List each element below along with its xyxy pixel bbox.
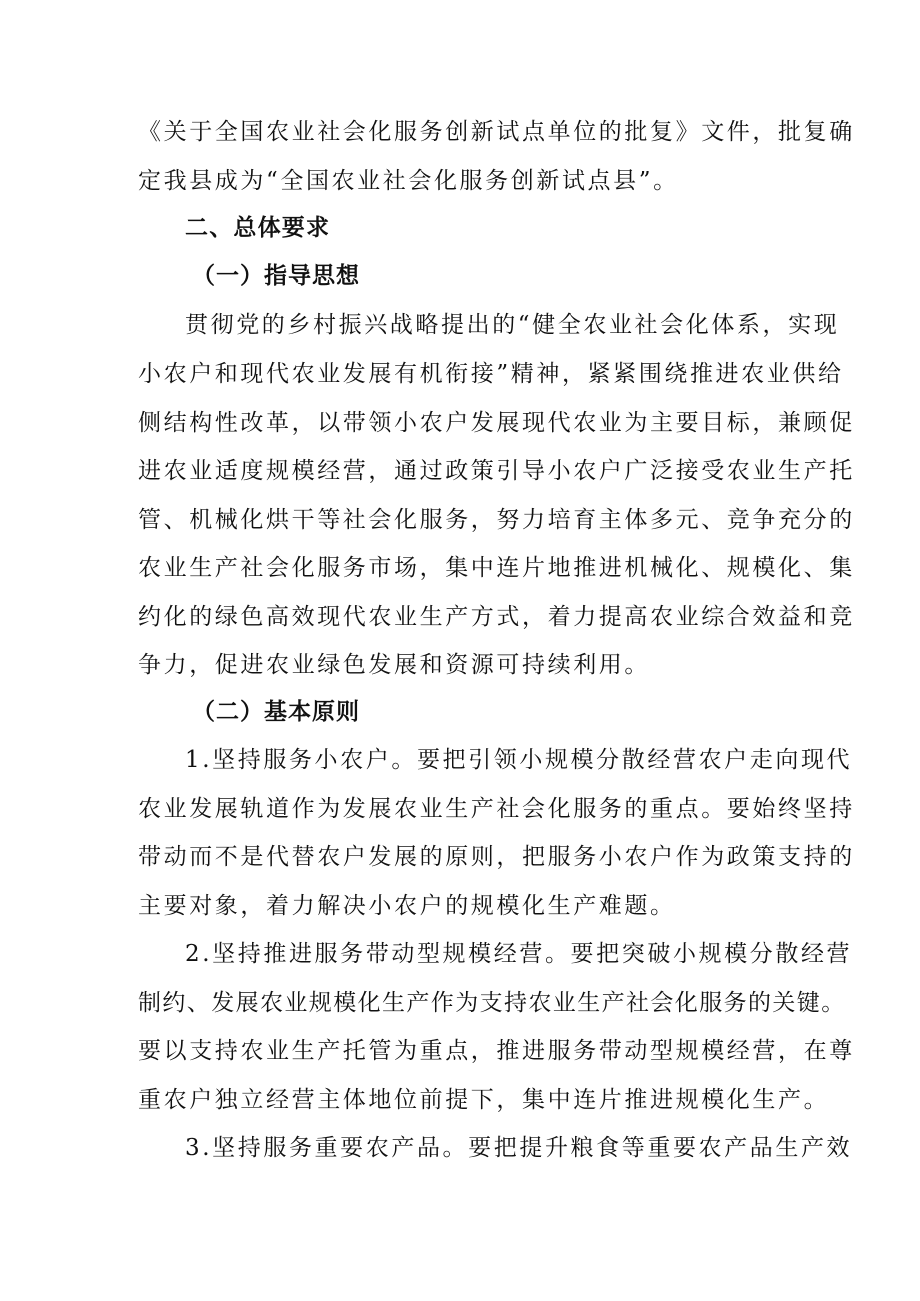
body-text-line: 定我县成为“全国农业社会化服务创新试点县”。: [138, 168, 679, 194]
body-text-line: 侧结构性改革，以带领小农户发展现代农业为主要目标，兼顾促: [138, 410, 855, 436]
subsection-heading: （一）指导思想: [192, 263, 360, 289]
body-text-line: 带动而不是代替农户发展的原则，把服务小农户作为政策支持的: [138, 844, 855, 870]
body-text-line: 主要对象，着力解决小农户的规模化生产难题。: [138, 893, 676, 919]
body-text-line: 小农户和现代农业发展有机衔接”精神，紧紧围绕推进农业供给: [138, 361, 844, 387]
body-text-line: 农业生产社会化服务市场，集中连片地推进机械化、规模化、集: [138, 555, 855, 581]
paragraph-first-line: 2.坚持推进服务带动型规模经营。要把突破小规模分散经营: [185, 941, 853, 967]
body-text-line: 农业发展轨道作为发展农业生产社会化服务的重点。要始终坚持: [138, 796, 855, 822]
section-heading: 二、总体要求: [185, 214, 331, 241]
body-text-line: 《关于全国农业社会化服务创新试点单位的批复》文件，批复确: [138, 119, 855, 145]
body-text-line: 争力，促进农业绿色发展和资源可持续利用。: [138, 652, 650, 678]
body-text-line: 约化的绿色高效现代农业生产方式，着力提高农业综合效益和竞: [138, 604, 855, 630]
body-text-line: 管、机械化烘干等社会化服务，努力培育主体多元、竞争充分的: [138, 507, 855, 533]
body-text-line: 进农业适度规模经营，通过政策引导小农户广泛接受农业生产托: [138, 458, 855, 484]
body-text-line: 要以支持农业生产托管为重点，推进服务带动型规模经营，在尊: [138, 1038, 855, 1064]
body-text-line: 重农户独立经营主体地位前提下，集中连片推进规模化生产。: [138, 1087, 830, 1113]
body-text-line: 制约、发展农业规模化生产作为支持农业生产社会化服务的关键。: [138, 990, 846, 1016]
paragraph-first-line: 3.坚持服务重要农产品。要把提升粮食等重要农产品生产效: [185, 1135, 853, 1161]
paragraph-first-line: 贯彻党的乡村振兴战略提出的“健全农业社会化体系，实现: [185, 312, 840, 338]
subsection-heading: （二）基本原则: [192, 699, 360, 725]
paragraph-first-line: 1.坚持服务小农户。要把引领小规模分散经营农户走向现代: [185, 747, 853, 773]
